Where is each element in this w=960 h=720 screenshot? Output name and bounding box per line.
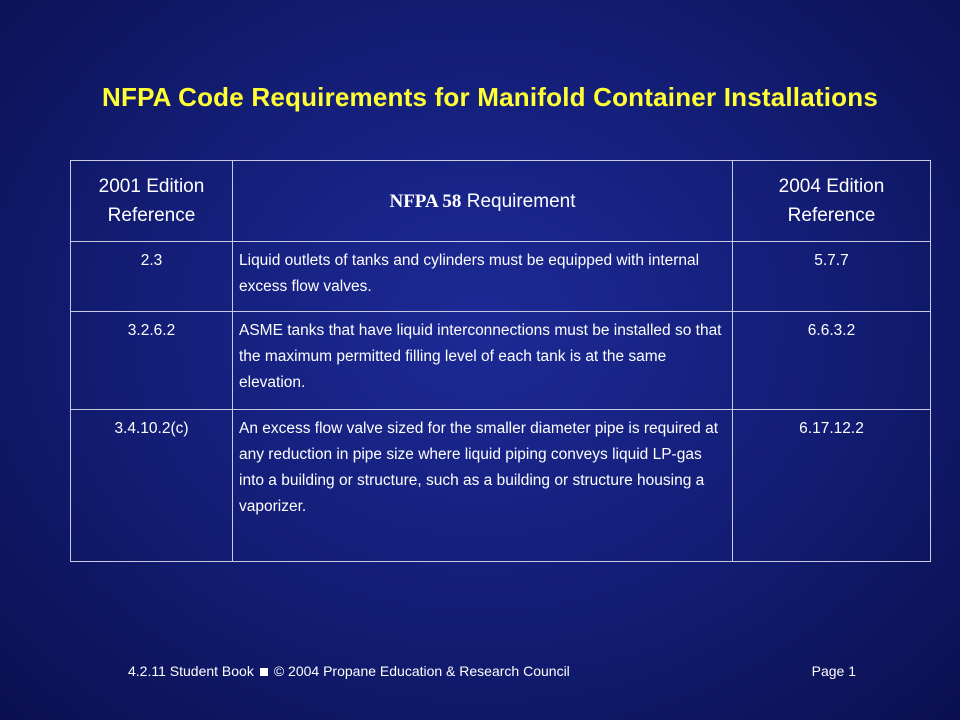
cell-2004-ref: 6.6.3.2 <box>733 312 931 410</box>
header-nfpa58: NFPA 58 <box>389 190 462 212</box>
header-2001-reference: 2001 Edition Reference <box>71 161 233 242</box>
table-row <box>71 410 931 562</box>
cell-2004-ref: 6.17.12.2 <box>733 410 931 562</box>
cell-2004-ref: 5.7.7 <box>733 242 931 312</box>
slide-footer <box>128 663 868 679</box>
cell-2001-ref: 3.4.10.2(c) <box>71 410 233 562</box>
cell-requirement: An excess flow valve sized for the smaller diameter pipe is required at any reduction in pipe size where liquid piping conveys liquid LP-gas into a building or structure, such as a building or structure housing a vaporizer. <box>233 410 733 562</box>
footer-book-label: 4.2.11 Student Book <box>128 663 254 679</box>
header-requirement <box>233 161 733 242</box>
page-number: Page 1 <box>811 663 856 679</box>
cell-2001-ref: 2.3 <box>71 242 233 312</box>
header-requirement-label: Requirement <box>461 190 576 212</box>
cell-requirement: Liquid outlets of tanks and cylinders must be equipped with internal excess flow valves. <box>233 242 733 312</box>
footer-copyright: © 2004 Propane Education & Research Council <box>273 663 570 679</box>
table-row <box>71 242 931 312</box>
cell-2001-ref: 3.2.6.2 <box>71 312 233 410</box>
header-2004-reference: 2004 Edition Reference <box>733 161 931 242</box>
cell-requirement: ASME tanks that have liquid interconnections must be installed so that the maximum permitted filling level of each tank is at the same elevation. <box>233 312 733 410</box>
square-bullet-icon <box>260 668 268 676</box>
requirements-table <box>70 160 931 562</box>
table-row <box>71 312 931 410</box>
table-header-row <box>71 161 931 242</box>
slide-title: NFPA Code Requirements for Manifold Container Installations <box>102 82 878 112</box>
